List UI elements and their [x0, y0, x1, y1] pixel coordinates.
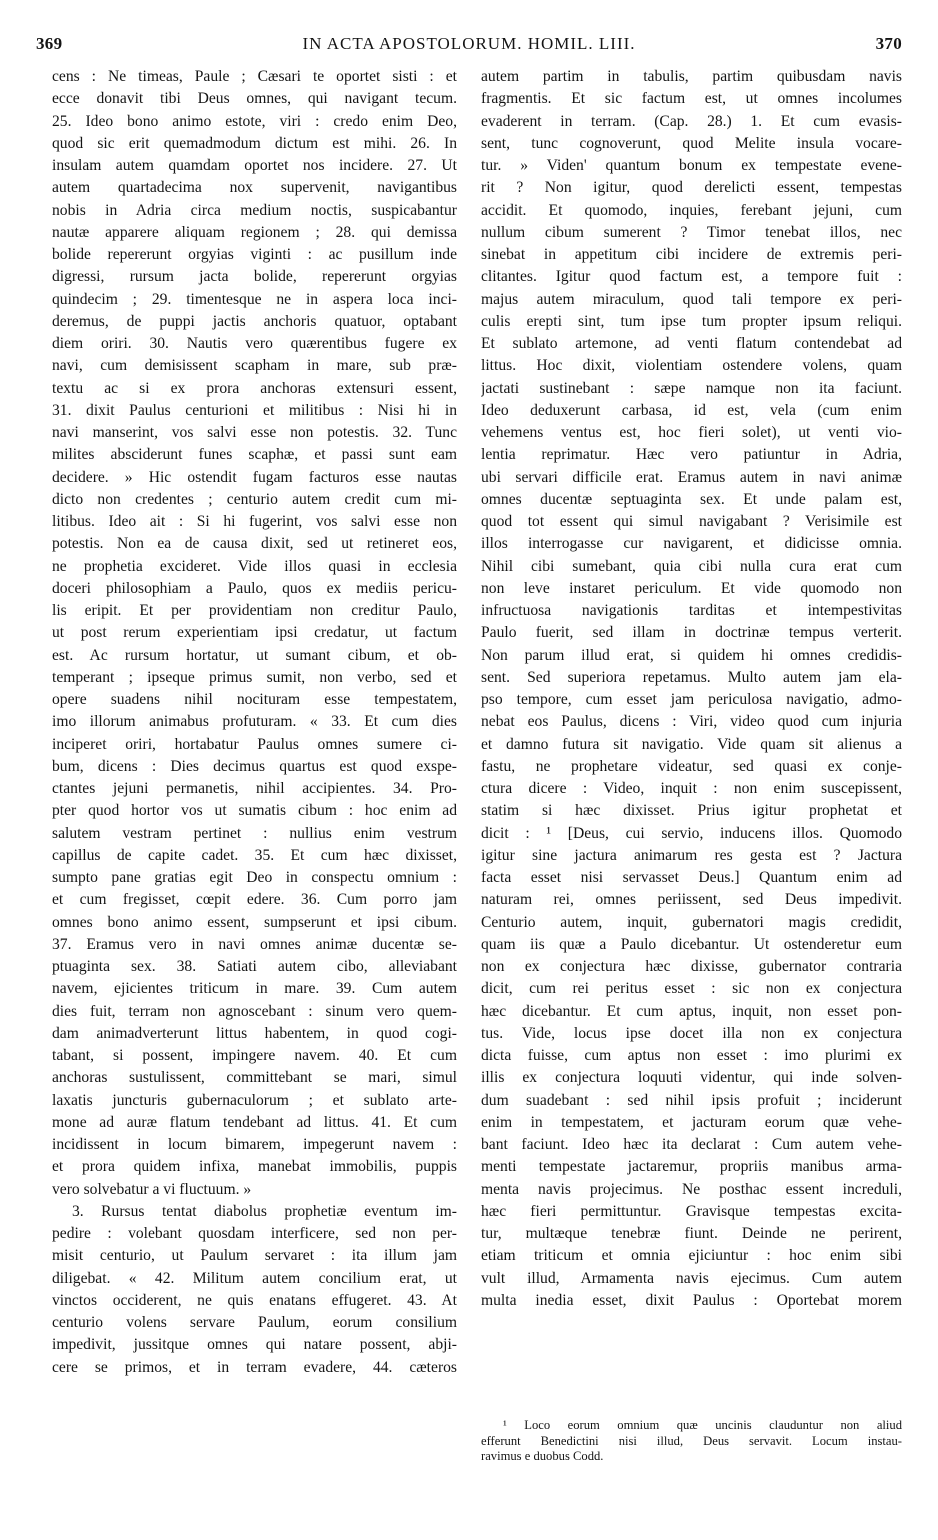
text-line: autem partim in tabulis, partim quibusdam navis: [481, 68, 902, 85]
text-line: Paulo fuerit, sed illam in doctrinæ tempus verterit.: [481, 624, 902, 642]
text-line: menti tempestate jactaremur, propriis manibus arma-: [481, 1158, 902, 1176]
text-line: tur, multæque tenebræ fiunt. Deinde ne perirent,: [481, 1225, 902, 1242]
text-line: Et sublato artemone, ad venti flatum contendebat ad: [481, 335, 902, 352]
text-line: capillus de capite cadet. 35. Et cum hæc dixisset,: [52, 846, 457, 864]
text-line: ecce donavit tibi Deus omnes, qui navigant tecum.: [52, 90, 457, 108]
text-line: sent, tunc cognoverunt, quod Melite insula vocare-: [481, 134, 902, 152]
text-line: dicit : ¹ [Deus, cui servio, inducens illos. Quomodo: [481, 824, 902, 842]
text-line: misit centurio, ut Paulum servaret : ita illum jam: [52, 1247, 457, 1265]
text-line: deremus, de puppi jactis anchoris quatuor, optabant: [52, 312, 457, 330]
running-header: [36, 34, 902, 58]
text-line: autem quartadecima nox supervenit, navigantibus: [52, 179, 457, 197]
text-line: vinctos occiderent, ne quis enatans effugeret. 43. At: [52, 1291, 457, 1309]
text-line: diligebat. « 42. Militum autem concilium erat, ut: [52, 1269, 457, 1287]
text-line: menta navis projecimus. Ne posthac essent increduli,: [481, 1180, 902, 1198]
text-line: omnes bono animo essent, sumpserunt et ipsi cibum.: [52, 913, 457, 931]
text-line: ut post rerum experientiam ipsi credatur, ut factum: [52, 624, 457, 642]
text-line: Non parum illud erat, si quidem hi omnes credidis-: [481, 646, 902, 664]
text-line: dum suadebant : sed nihil ipsis profuit ; inciderunt: [481, 1091, 902, 1109]
text-line: opere suadens nihil nocituram esse tempestatem,: [52, 691, 457, 708]
text-line: imo illorum animabus profuturam. « 33. Et cum dies: [52, 713, 457, 731]
text-line: pso tempore, cum esset jam periculosa navigatio, admo-: [481, 691, 902, 708]
text-line: 3. Rursus tentat diabolus prophetiæ eventum im-: [72, 1202, 457, 1220]
text-line: quod tot essent qui simul navigabant ? Verisimile est: [481, 513, 902, 530]
text-line: 25. Ideo bono animo estote, viri : credo enim Deo,: [52, 112, 457, 130]
left-column: [52, 66, 457, 1379]
text-line: potestis. Non ea de causa dixit, sed ut retineret eos,: [52, 535, 457, 553]
text-line: nobis in Adria circa medium noctis, suspicabantur: [52, 201, 457, 219]
text-line: dicta fuisse, cum aptus non esset : imo plurimi ex: [481, 1047, 902, 1064]
text-line: naturam rei, omnes periissent, sed Deus impedivit.: [481, 891, 902, 909]
text-line: incidissent in locum bimarem, impegerunt navem :: [52, 1136, 457, 1153]
text-line: est. Ac rursum hortatur, ut sumant cibum, et ob-: [52, 646, 457, 664]
text-line: dam animadverterunt littus habentem, in quod cogi-: [52, 1024, 457, 1042]
text-line: laxatis juncturis gubernaculorum ; et sublato arte-: [52, 1091, 457, 1109]
text-line: facta esset nisi servasset Deus.] Quantum enim ad: [481, 869, 902, 886]
text-line: efferunt Benedictini nisi illud, Deus servavit. Locum instau-: [481, 1433, 902, 1448]
text-line: dicit, cum rei peritus esset : sic non ex conjectura: [481, 980, 902, 998]
text-line: insulam autem quamdam oportet nos incidere. 27. Ut: [52, 157, 457, 174]
text-line: ne prophetia excideret. Vide illos quasi in ecclesia: [52, 557, 457, 575]
running-title: IN ACTA APOSTOLORUM. HOMIL. LIII.: [302, 34, 636, 53]
text-line: rit ? Non igitur, quod derelicti essent, tempestas: [481, 179, 902, 197]
text-line: ptuaginta sex. 38. Satiati autem cibo, alleviabant: [52, 958, 457, 975]
page-number-left: 369: [36, 34, 63, 53]
text-line: omnes ducentæ septuaginta sex. Et unde palam est,: [481, 490, 902, 508]
text-line: litibus. Ideo ait : Si hi fugerint, vos salvi esse non: [52, 513, 457, 530]
text-line: enim in tempestatem, et jacturam eorum quæ vehe-: [481, 1113, 902, 1131]
page-number-right: 370: [875, 34, 902, 53]
text-line: bum, dicens : Dies decimus quartus est quod exspe-: [52, 757, 457, 775]
text-line: tus. Vide, locus ipse docet illa non ex conjectura: [481, 1024, 902, 1042]
text-line: diem oriri. 30. Nautis vero quærentibus fugere ex: [52, 335, 457, 352]
text-line: navi manserint, vos salvi esse non potestis. 32. Tunc: [52, 424, 457, 441]
right-column: [481, 66, 902, 1312]
text-line: pedire : volebant quosdam interficere, sed non per-: [52, 1225, 457, 1242]
text-line: fastu, ne prophetare videatur, sed quasi ex conje-: [481, 757, 902, 775]
text-line: 37. Eramus vero in navi omnes animæ ducentæ se-: [52, 935, 457, 953]
text-line: nullum cibum sumerent ? Timor tenebat illos, nec: [481, 223, 902, 241]
text-line: sent. Sed superiora repetamus. Multo autem jam ela-: [481, 668, 902, 686]
text-line: lis eripit. Et per providentiam non creditur Paulo,: [52, 602, 457, 619]
text-line: Ideo deduxerunt carbasa, id est, vela (cum enim: [481, 401, 902, 419]
text-line: ctantes jejuni permanetis, nihil accipientes. 34. Pro-: [52, 780, 457, 797]
text-line: majus autem miraculum, quod tali tempore ex peri-: [481, 290, 902, 308]
text-line: quindecim ; 29. timentesque ne in aspera loca inci-: [52, 290, 457, 308]
text-line: etiam triticum et omnia ejiciuntur : hoc enim sibi: [481, 1247, 902, 1265]
text-line: fragmentis. Et sic factum est, ut omnes incolumes: [481, 90, 902, 108]
text-line: centurio volens servare Paulum, eorum consilium: [52, 1314, 457, 1331]
text-line: multa inedia esset, dixit Paulus : Oportebat morem: [481, 1291, 902, 1309]
text-line: nebat eos Paulus, dicens : Viri, video quod cum injuria: [481, 713, 902, 731]
text-line: littus. Hoc dixit, violentiam ostendere volens, quam: [481, 357, 902, 375]
text-line: sumpto pane gratias egit Deo in conspectu omnium :: [52, 869, 457, 886]
text-line: nautæ apparere aliquam regionem ; 28. qui demissa: [52, 223, 457, 241]
text-line: Nihil cibi sumebant, quia cibi nulla cura erat cum: [481, 557, 902, 575]
text-line: ¹ Loco eorum omnium quæ uncinis clauduntur non aliud: [503, 1418, 902, 1432]
text-line: non ex conjectura hæc dixisse, gubernator contraria: [481, 958, 902, 975]
text-line: et cum fregisset, cœpit edere. 36. Cum porro jam: [52, 891, 457, 909]
text-line: accidit. Et quomodo, inquies, ferebant jejuni, cum: [481, 201, 902, 219]
text-line: tur. » Viden' quantum bonum ex tempestate evene-: [481, 157, 902, 174]
footnote: [481, 1418, 902, 1465]
text-line: illis ex conjectura loquuti videntur, qui inde solven-: [481, 1069, 902, 1087]
text-line: cere se primos, et in terram evadere, 44. cæteros: [52, 1358, 457, 1376]
text-line: infructuosa navigationis tarditas et intempestivitas: [481, 602, 902, 619]
text-line: Centurio autem, inquit, gubernatori magis credidit,: [481, 913, 902, 931]
text-line: textu ac si ex prora anchoras extensuri essent,: [52, 379, 457, 397]
text-line: bolide repererunt orgyias viginti : ac pusillum inde: [52, 246, 457, 263]
text-line: vehemens ventus est, hoc fieri solet), ut venti vio-: [481, 424, 902, 441]
text-line: doceri philosophiam a Paulo, quos ex mediis pericu-: [52, 579, 457, 597]
text-line: impedivit, jussitque omnes qui natare possent, abji-: [52, 1336, 457, 1354]
text-line: cens : Ne timeas, Paule ; Cæsari te oportet sisti : et: [52, 68, 457, 85]
text-line: evaderent in terram. (Cap. 28.) 1. Et cum evasis-: [481, 112, 902, 130]
text-line: illos interrogasse cur navigarent, et didicisse omnia.: [481, 535, 902, 553]
text-line: vult illud, Armamenta navis ejecimus. Cum autem: [481, 1269, 902, 1287]
text-line: et prora quidem infixa, manebat immobilis, puppis: [52, 1158, 457, 1176]
text-line: navi, cum demisissent scapham in mare, sub præ-: [52, 357, 457, 375]
text-line: decidere. » Hic ostendit fugam facturos esse nautas: [52, 468, 457, 486]
text-line: navem, ejicientes triticum in mare. 39. Cum autem: [52, 980, 457, 998]
text-line: lentia reprimatur. Hæc vero patiuntur in Adria,: [481, 446, 902, 464]
text-line: 31. dixit Paulus centurioni et militibus : Nisi hi in: [52, 401, 457, 419]
text-line: bant faciunt. Ideo hæc ita declarat : Cum autem vehe-: [481, 1136, 902, 1153]
text-line: hæc fieri permittuntur. Gravisque tempestas excita-: [481, 1202, 902, 1220]
text-line: igitur sine jactura animarum res gesta est ? Jactura: [481, 846, 902, 864]
text-line: digressi, rursum jacta bolide, repererunt orgyias: [52, 268, 457, 286]
text-line: sinebat in appetitum cibi incidere de extremis peri-: [481, 246, 902, 263]
text-line: non leve instaret periculum. Et vide quomodo non: [481, 579, 902, 597]
text-line: inciperet oriri, hortabatur Paulus omnes sumere ci-: [52, 735, 457, 753]
text-line: vero solvebatur a vi fluctuum. »: [52, 1180, 252, 1198]
text-line: milites absciderunt funes scaphæ, et passi sunt eam: [52, 446, 457, 464]
text-line: temperant ; ipseque primus sumit, non verbo, sed et: [52, 668, 457, 686]
text-line: dicto non credentes ; centurio autem credit cum mi-: [52, 490, 457, 508]
text-line: et damno futura sit navigatio. Vide quam sit alienus a: [481, 735, 902, 753]
text-line: quod sic erit quemadmodum dictum est mihi. 26. In: [52, 134, 457, 152]
text-line: ctura dicere : Video, inquit : non enim suscepissent,: [481, 780, 902, 797]
text-line: dies fuit, terram non agnoscebant : sinum vero quem-: [52, 1002, 457, 1020]
text-line: tabant, si possent, impingere navem. 40. Et cum: [52, 1047, 457, 1064]
text-line: jactati sustinebant : sæpe namque non ita faciunt.: [481, 379, 902, 397]
text-line: hæc dicebantur. Et cum aptus, inquit, non esset pon-: [481, 1002, 902, 1020]
text-line: culis erepti sint, tum ipse tum propter ipsum reliqui.: [481, 312, 902, 330]
text-line: clitantes. Igitur quod factum est, a tempore fuit :: [481, 268, 902, 286]
text-line: pter quod hortor vos ut sumatis cibum : hoc enim ad: [52, 802, 457, 820]
text-line: quam iis quæ a Paulo dicebantur. Ut ostenderetur eum: [481, 935, 902, 953]
text-line: statim si hæc dixisset. Prius igitur prophetat et: [481, 802, 902, 820]
text-line: salutem vestram pertinet : nullius enim vestrum: [52, 824, 457, 842]
text-line: anchoras sustulissent, committebant se mari, simul: [52, 1069, 457, 1087]
text-line: ravimus e duobus Codd.: [481, 1449, 604, 1463]
text-line: ubi servari difficile erat. Eramus autem in navi animæ: [481, 468, 902, 486]
text-line: mone ad auræ flatum tendebant ad littus. 41. Et cum: [52, 1113, 457, 1131]
